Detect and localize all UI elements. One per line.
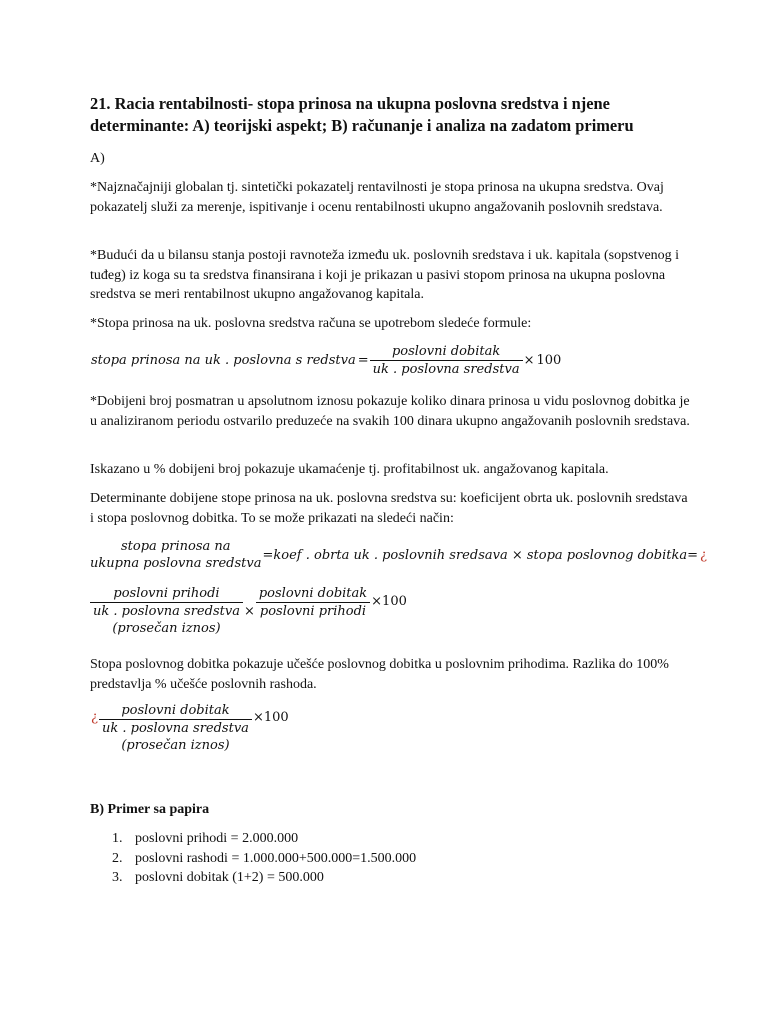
formula-4 [90, 702, 290, 754]
formula-1-numerator: poslovni dobitak [370, 343, 523, 361]
list-item-number: 2. [112, 850, 123, 866]
formula-1-equals: = [357, 353, 369, 368]
formula-4-denominator-note: (prosečan iznos) [121, 738, 230, 753]
paragraph-7: Stopa poslovnog dobitka pokazuje učešće poslovnog dobitka u poslovnim prihodima. Razlika do 100% predstavlja % učešće poslovnih rashoda. [90, 657, 669, 692]
formula-1-times: × [523, 353, 535, 368]
formula-2-lhs-line2: ukupna poslovna sredstva [90, 556, 262, 571]
list-item-text: poslovni rashodi = 1.000.000+500.000=1.500.000 [135, 850, 417, 866]
list-item [112, 849, 416, 869]
document-title: 21. Racia rentabilnosti- stopa prinosa na ukupna poslovna sredstva i njene determinante: A) teorijski aspekt; B) računanje i analiza na zadatom primeru [90, 94, 634, 135]
formula-3-numerator-2: poslovni dobitak [256, 585, 370, 603]
example-list [112, 829, 416, 888]
list-item [112, 868, 416, 888]
formula-1-factor: 100 [536, 353, 562, 368]
formula-2-lhs-line1: stopa prinosa na [121, 539, 231, 554]
formula-2 [90, 538, 708, 572]
paragraph-3: *Stopa prinosa na uk. poslovna sredstva računa se upotrebom sledeće formule: [90, 316, 532, 331]
formula-4-factor: ×100 [252, 710, 289, 725]
formula-3-numerator-1: poslovni prihodi [90, 585, 243, 603]
formula-3-denominator-1-note: (prosečan iznos) [112, 621, 221, 636]
formula-2-invalid-glyph: ¿ [699, 547, 707, 563]
formula-3-fraction-1 [90, 585, 243, 637]
formula-1 [90, 343, 562, 378]
formula-4-fraction [99, 702, 252, 754]
list-item-number: 3. [112, 870, 123, 886]
paragraph-1: *Najznačajniji globalan tj. sintetički pokazatelj rentavilnosti je stopa prinosa na ukupna sredstva. Ovaj pokazatelj služi za merenje, ispitivanje i ocenu rentabilnosti ukupno angažovanih poslovnih sredstava. [90, 180, 664, 215]
formula-4-denominator: uk . poslovna sredstva [101, 721, 249, 736]
paragraph-2: *Budući da u bilansu stanja postoji ravnoteža između uk. poslovnih sredstava i uk. kapitala (sopstvenog i tuđeg) iz koga su ta sredstva finansirana i koji je prikazan u pasivi stopom prinosa na ukupna poslovna sredstva se meri rentabilnost ukupno angažovanog kapitala. [90, 248, 680, 303]
formula-2-rhs: =koef . obrta uk . poslovnih sredsava × stopa poslovnog dobitka= [262, 547, 698, 563]
paragraph-4: *Dobijeni broj posmatran u apsolutnom iznosu pokazuje koliko dinara prinosa u vidu poslovnog dobitka je u analiziranom periodu ostvarilo preduzeće na svakih 100 dinara ukupno angažovanih poslovnih sredstava. [90, 394, 690, 429]
section-b-heading: B) Primer sa papira [90, 802, 210, 817]
paragraph-6: Determinante dobijene stope prinosa na uk. poslovna sredstva su: koeficijent obrta uk. poslovnih sredstava i stopa poslovnog dobitka. To se može prikazati na sledeći način: [90, 491, 688, 526]
list-item-text: poslovni prihodi = 2.000.000 [135, 831, 299, 846]
formula-3-factor: ×100 [371, 594, 407, 609]
formula-1-denominator: uk . poslovna sredstva [372, 362, 520, 377]
list-item-text: poslovni dobitak (1+2) = 500.000 [135, 870, 324, 886]
formula-2-lhs [90, 538, 262, 572]
formula-3 [90, 585, 408, 637]
list-item-number: 1. [112, 831, 123, 846]
list-item [112, 829, 416, 849]
formula-1-fraction [370, 343, 523, 378]
paragraph-5: Iskazano u % dobijeni broj pokazuje ukamaćenje tj. profitabilnost uk. angažovanog kapitala. [90, 462, 609, 477]
section-a-label: A) [90, 151, 105, 166]
formula-1-lhs: stopa prinosa na uk . poslovna s redstva [91, 353, 356, 368]
formula-3-denominator-1: uk . poslovna sredstva [93, 604, 240, 619]
formula-4-numerator: poslovni dobitak [99, 702, 252, 720]
formula-3-fraction-2 [256, 585, 370, 620]
formula-3-denominator-2: poslovni prihodi [259, 604, 367, 619]
formula-3-times: × [243, 603, 255, 619]
formula-4-invalid-glyph: ¿ [91, 710, 98, 725]
